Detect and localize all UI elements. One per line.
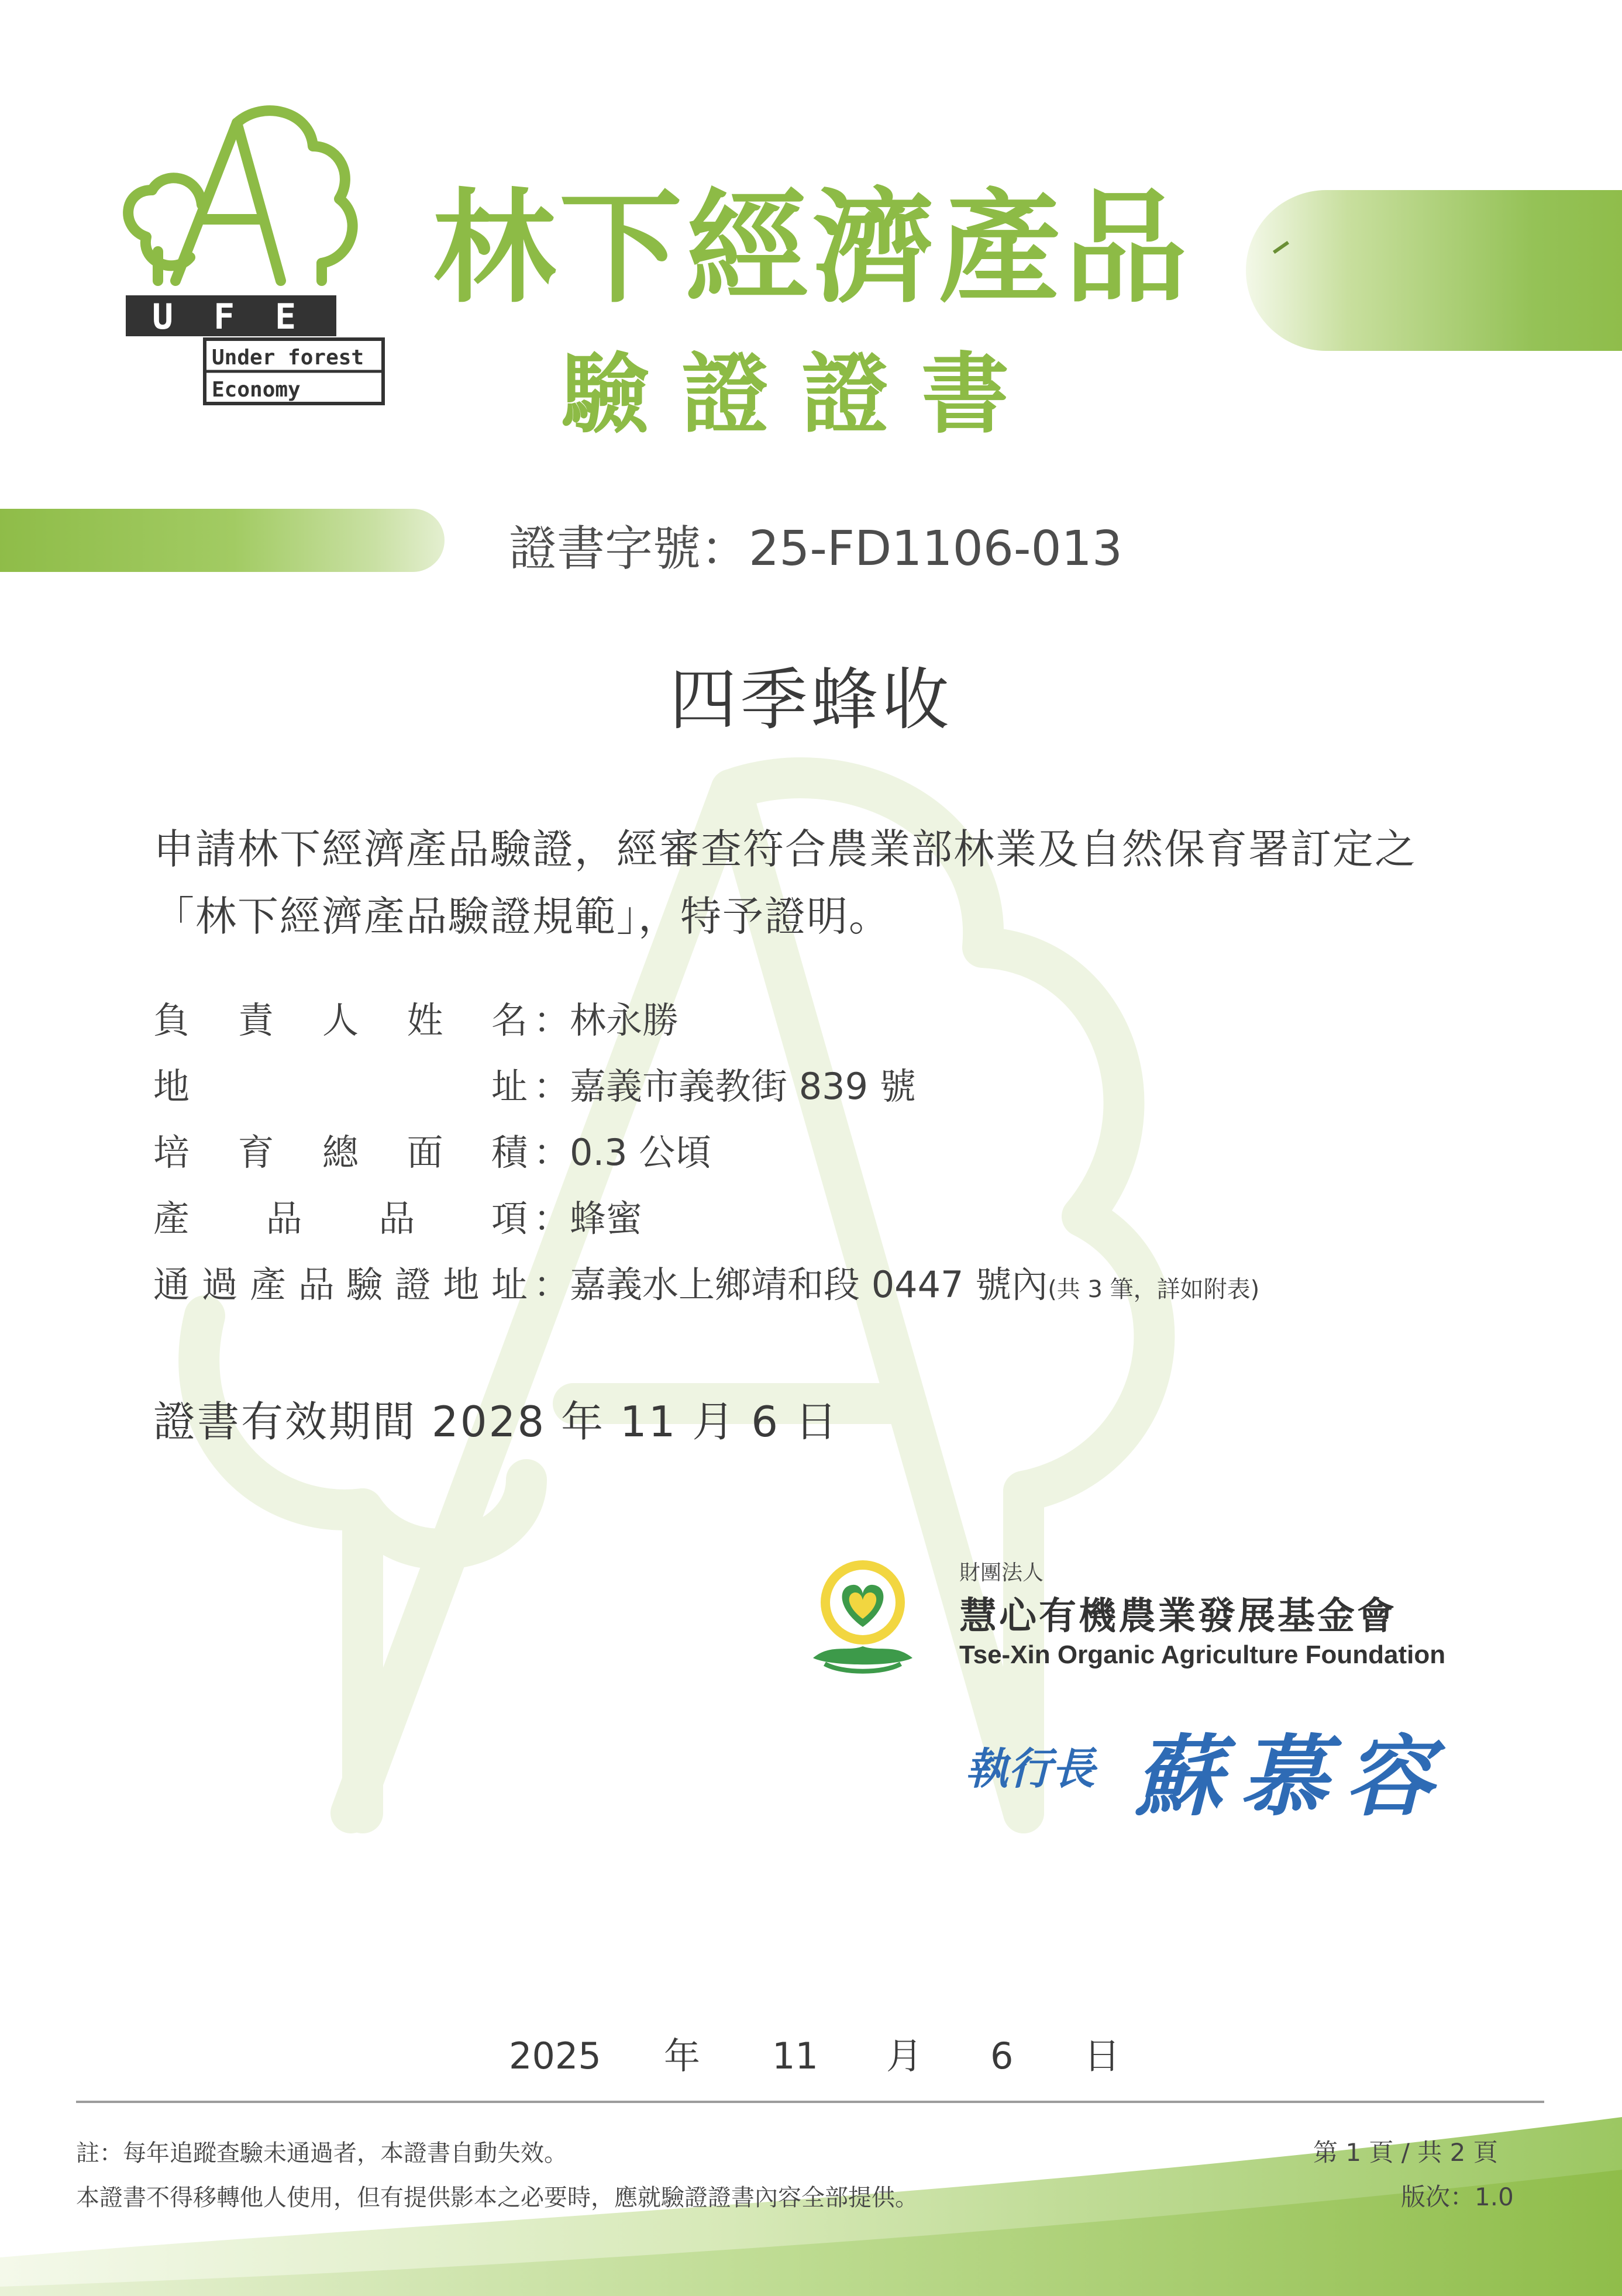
footer-divider [76,2101,1544,2103]
detail-label: 通過產品驗證地址 [153,1263,528,1306]
detail-colon: ： [533,1263,570,1306]
foundation-name-en: Tse-Xin Organic Agriculture Foundation [959,1640,1446,1669]
detail-colon: ： [533,999,570,1042]
issue-date [0,2035,1622,2085]
signature-name: 蘇慕容 [1135,1725,1451,1828]
issue-year-unit: 年 [664,2035,701,2077]
issue-day-unit: 日 [1084,2035,1121,2077]
issue-year: 2025 [509,2035,601,2077]
certificate-holder: 四季蜂收 [669,661,953,739]
detail-value-text: 嘉義水上鄉靖和段 0447 號內 [570,1263,1048,1306]
ufe-logo [88,88,392,427]
detail-label: 地址 [153,1065,528,1108]
footer-note-1: 註：每年追蹤查驗未通過者，本證書自動失效。 [76,2140,567,2167]
certificate-title: 林下經濟產品 [433,177,1191,320]
detail-colon: ： [533,1197,570,1240]
foundation-prefix: 財團法人 [959,1561,1044,1585]
detail-value [570,1256,1259,1319]
logo-line-economy: Economy [212,378,301,402]
decor-bar-right [1246,190,1622,351]
detail-colon: ： [533,1065,570,1108]
detail-value: 嘉義市義教街 839 號 [570,1065,916,1108]
issue-month-unit: 月 [886,2035,923,2077]
detail-value: 蜂蜜 [570,1197,643,1240]
decor-bar-left [0,509,445,572]
logo-letter-u: U [152,297,174,337]
logo-letter-e: E [275,297,297,337]
statement-line-2: 「林下經濟產品驗證規範」，特予證明。 [153,892,891,940]
certification-statement [153,816,1499,950]
detail-label: 產品品項 [153,1197,528,1240]
detail-value: 林永勝 [570,999,679,1042]
logo-line-under-forest: Under forest [212,346,364,370]
executive-signature [959,1714,1515,1830]
detail-label: 負責人姓名 [153,999,528,1042]
detail-value: 0.3 公頃 [570,1131,712,1174]
issue-day: 6 [990,2035,1014,2077]
statement-line-1: 申請林下經濟產品驗證，經審查符合農業部林業及自然保育署訂定之 [153,825,1417,873]
footer-version: 版次：1.0 [1401,2183,1514,2211]
validity-period: 證書有效期間 2028 年 11 月 6 日 [153,1397,839,1446]
footer-page-info: 第 1 頁 / 共 2 頁 [1313,2138,1498,2167]
foundation-emblem-icon [801,1550,924,1684]
detail-value-note: (共 3 筆，詳如附表) [1048,1276,1260,1303]
certificate-number: 證書字號：25-FD1106-013 [509,521,1123,577]
issue-month: 11 [772,2035,818,2077]
signature-title: 執行長 [965,1744,1095,1794]
foundation-name-cn: 慧心有機農業發展基金會 [959,1594,1397,1638]
logo-letter-f: F [213,297,235,337]
detail-label: 培育總面積 [153,1131,528,1174]
detail-colon: ： [533,1131,570,1174]
footer-note-2: 本證書不得移轉他人使用，但有提供影本之必要時，應就驗證證書內容全部提供。 [76,2184,918,2211]
certificate-subtitle: 驗證證書 [562,344,1042,446]
